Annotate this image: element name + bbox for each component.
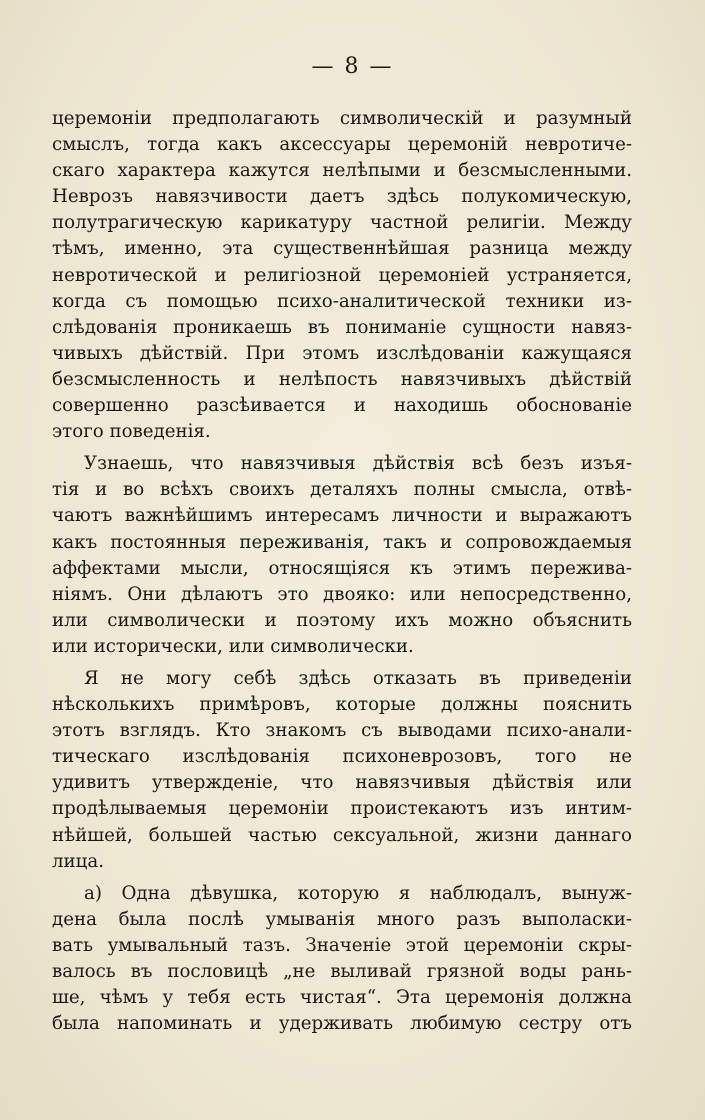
text-line: тія и во всѣхъ своихъ деталяхъ полны смысла, отвѣ- [52,479,632,501]
text-line: валось въ пословицѣ „не выливай грязной воды рань- [52,961,632,982]
text-line: этотъ взглядъ. Кто знакомъ съ выводами психо-анали- [52,720,632,742]
paragraph-2 [52,451,632,660]
text-line: смыслъ, тогда какъ аксессуары церемоній невротиче- [52,134,632,156]
text-line: была напоминать и удерживать любимую сестру отъ [52,1013,632,1035]
paragraph-3 [52,666,632,875]
text-line: нѣйшей, большей частью сексуальной, жизни даннаго [52,824,632,846]
text-line: лица. [52,850,104,872]
text-line: этого поведенія. [52,421,211,443]
text-line: безсмысленность и нелѣпость навязчивыхъ дѣйствій [52,368,632,390]
text-line: когда съ помощью психо-аналитической техники из- [52,290,632,312]
text-line: или исторически, или символически. [52,635,414,657]
text-line: полутрагическую карикатуру частной религіи. Между [52,212,632,234]
page-number: — 8 — [311,54,394,79]
text-line: какъ постоянныя переживанія, такъ и сопровождаемыя [52,531,632,553]
text-line: дена была послѣ умыванія много разъ выполаски- [52,908,632,930]
text-line: аффектами мысли, относящіяся къ этимъ пережива- [52,557,632,579]
text-line: Я не могу себѣ здѣсь отказать въ приведеніи [84,667,632,689]
text-line: невротической и религіозной церемоніей устраняется, [52,264,632,286]
text-line: продѣлываемыя церемоніи проистекаютъ изъ интим- [52,798,632,820]
text-line: удивитъ утвержденіе, что навязчивыя дѣйствія или [52,772,632,794]
text-line: совершенно разсѣивается и находишь обоснованіе [52,395,632,417]
text-line: Неврозъ навязчивости даетъ здѣсь полукомическую, [52,186,632,208]
text-line: или символически и поэтому ихъ можно объяснить [52,609,632,631]
text-line: Узнаешь, что навязчивыя дѣйствія всѣ безъ изъя- [84,453,632,475]
text-line: вать умывальный тазъ. Значеніе этой церемоніи скры- [52,934,632,956]
text-line: тическаго изслѣдованія психоневрозовъ, того не [52,746,632,768]
text-line: тѣмъ, именно, эта существеннѣйшая разница между [52,238,632,260]
text-line: церемоніи предполагають символическій и разумный [52,108,632,129]
text-line: чаютъ важнѣйшимъ интересамъ личности и выражаютъ [52,505,632,527]
text-line: а) Одна дѣвушка, которую я наблюдалъ, вынуж- [84,882,632,904]
paragraph-4 [52,881,632,1038]
text-line: нѣсколькихъ примѣровъ, которые должны пояснить [52,694,632,716]
body-text [52,106,632,1037]
text-line: слѣдованія проникаешь въ пониманіе сущности навяз- [52,316,632,338]
text-line: ніямъ. Они дѣлаютъ это двояко: или непосредственно, [52,583,632,605]
paragraph-1 [52,106,632,445]
text-line: чивыхъ дѣйствій. При этомъ изслѣдованіи кажущаяся [52,342,632,364]
text-line: скаго характера кажутся нелѣпыми и безсмысленными. [52,160,632,182]
text-line: ше, чѣмъ у тебя есть чистая“. Эта церемонія должна [52,987,632,1009]
